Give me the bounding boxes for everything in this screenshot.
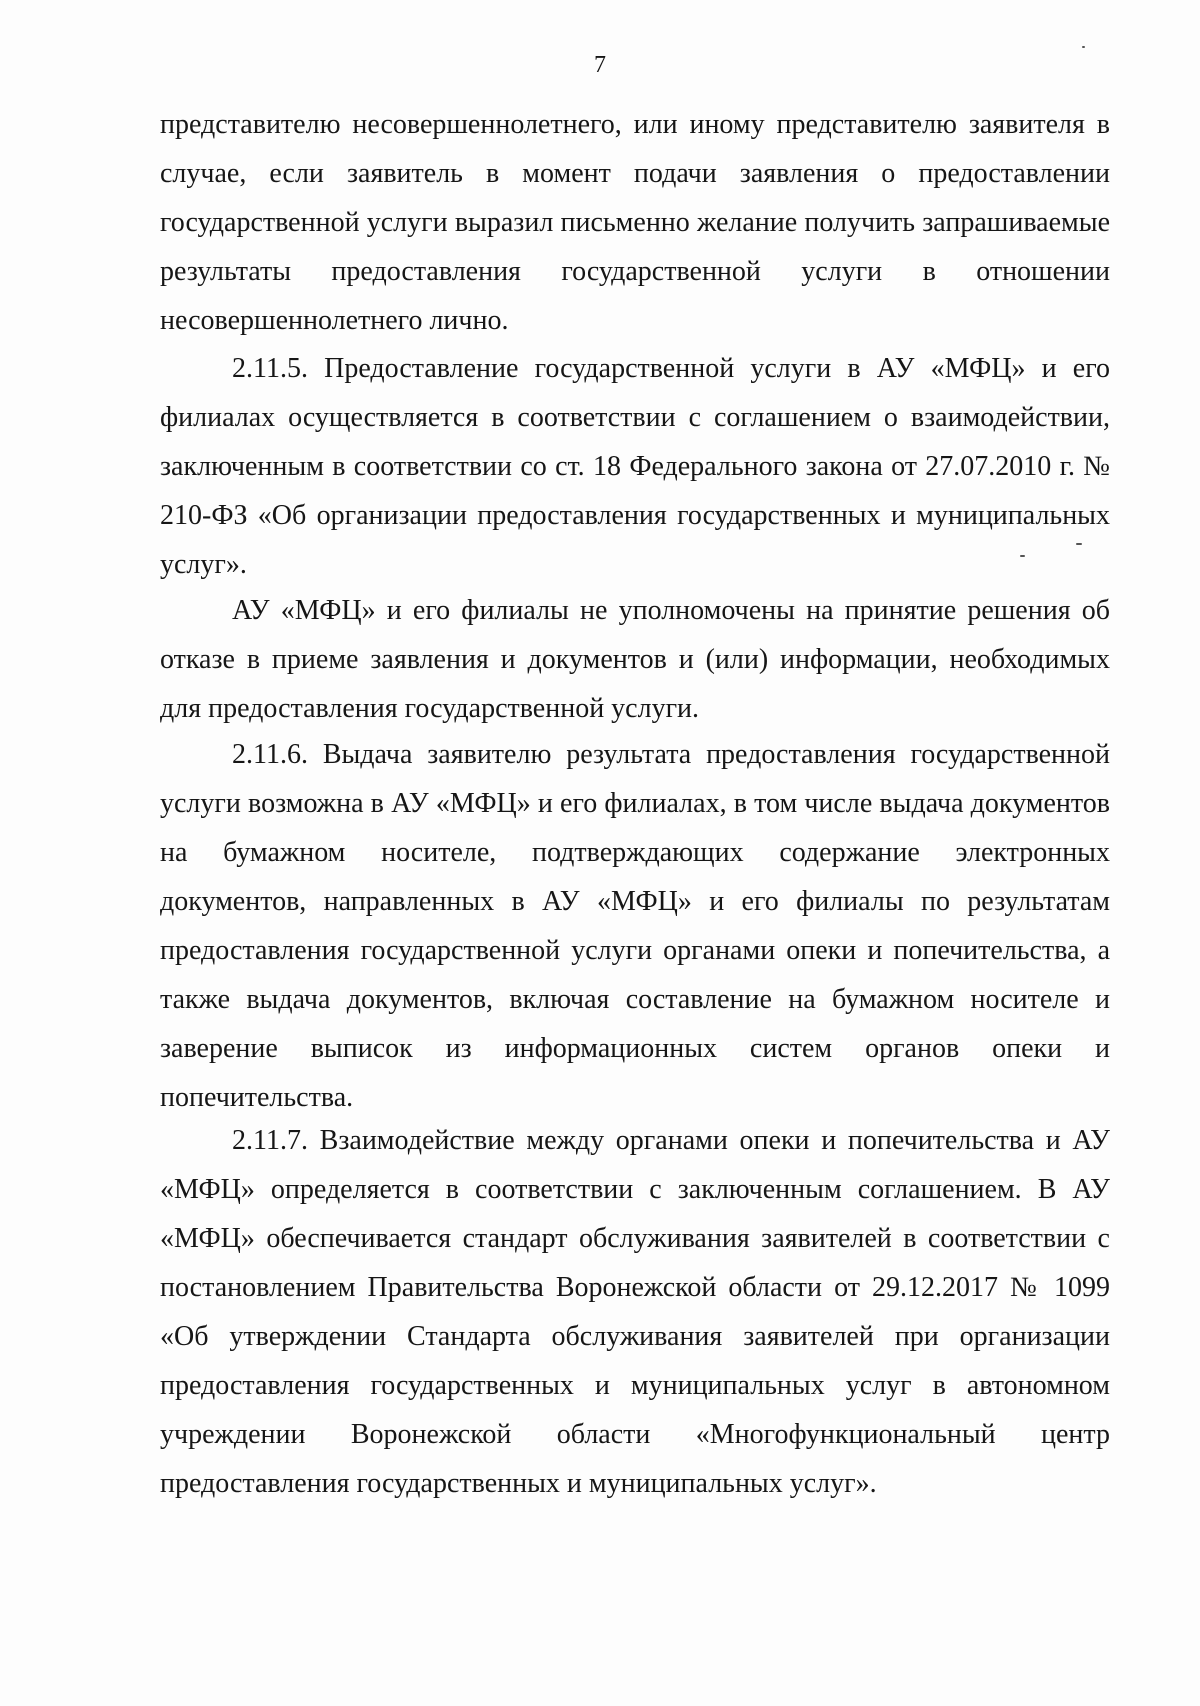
paragraph-2-11-7: 2.11.7. Взаимодействие между органами опеки и попечительства и АУ «МФЦ» определяется в соответствии с заключенным соглашением. В АУ «МФЦ» обеспечивается стандарт обслуживания заявителей в соответствии с постановлением Правительства Воронежской области от 29.12.2017 № 1099 «Об утверждении Стандарта обслуживания заявителей при организации предоставления государственных и муниципальных услуг в автономном учреждении Воронежской области «Многофункциональный центр предоставления государственных и муниципальных услуг». <box>160 1125 1110 1499</box>
scan-speck <box>1020 555 1025 557</box>
paragraph-2-11-6: 2.11.6. Выдача заявителю результата предоставления государственной услуги возможна в АУ «МФЦ» и его филиалах, в том числе выдача документов на бумажном носителе, подтверждающих содержание электронных документов, направленных в АУ «МФЦ» и его филиалы по результатам предоставления государственной услуги органами опеки и попечительства, а также выдача документов, включая составление на бумажном носителе и заверение выписок из информационных систем органов опеки и попечительства. <box>160 739 1110 1113</box>
paragraph-continuation: представителю несовершеннолетнего, или иному представителю заявителя в случае, если заявитель в момент подачи заявления о предоставлении государственной услуги выразил письменно желание получить запрашиваемые результаты предоставления государственной услуги в отношении несовершеннолетнего лично. <box>160 109 1110 336</box>
scan-speck <box>1076 543 1082 545</box>
paragraph-2-11-5: 2.11.5. Предоставление государственной услуги в АУ «МФЦ» и его филиалах осуществляется в соответствии с соглашением о взаимодействии, заключенным в соответствии со ст. 18 Федерального закона от 27.07.2010 г. № 210-ФЗ «Об организации предоставления государственных и муниципальных услуг». <box>160 353 1110 580</box>
paragraph-mfc-powers: АУ «МФЦ» и его филиалы не уполномочены на принятие решения об отказе в приеме заявления и документов и (или) информации, необходимых для предоставления государственной услуги. <box>160 595 1110 724</box>
page-number: 7 <box>594 52 606 78</box>
scan-speck <box>1082 46 1085 48</box>
